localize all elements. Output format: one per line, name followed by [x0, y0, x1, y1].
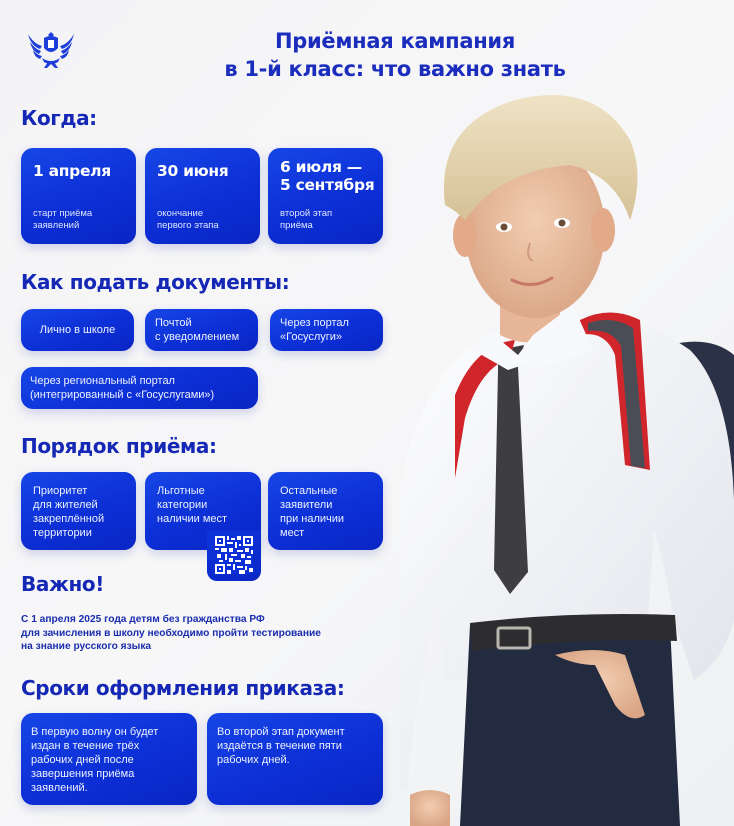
option-label: Лично в школе	[39, 324, 116, 336]
date-value	[33, 162, 130, 180]
submit-option-in-person	[21, 309, 134, 351]
line: рабочих дней.	[217, 754, 290, 766]
option-line-1: Через портал	[280, 317, 349, 329]
date-line-1: 1 апреля	[33, 162, 111, 180]
line: рабочих дней после	[31, 754, 134, 766]
date-card-start	[21, 148, 136, 244]
notice-line-3: на знание русского языка	[21, 641, 152, 652]
line: заявлений.	[31, 782, 88, 794]
important-notice	[21, 613, 401, 654]
line: мест	[280, 527, 305, 539]
caption-line-1: окончание	[157, 208, 204, 219]
date-line-2: 5 сентября	[280, 176, 375, 194]
term-text	[217, 725, 373, 767]
order-item-text	[157, 484, 255, 526]
when-heading: Когда:	[21, 106, 97, 130]
date-line-1: 6 июля —	[280, 158, 362, 176]
term-card-first-wave	[21, 713, 197, 805]
caption-line-2: приёма	[280, 220, 313, 231]
line: территории	[33, 527, 92, 539]
date-card-second-stage	[268, 148, 383, 244]
title-line-1: Приёмная кампания	[274, 29, 516, 53]
line: при наличии	[280, 513, 345, 525]
option-line-2: (интегрированный с «Госуслугами»)	[30, 389, 215, 401]
terms-heading: Сроки оформления приказа:	[21, 676, 345, 700]
date-line-1: 30 июня	[157, 162, 229, 180]
submit-heading: Как подать документы:	[21, 270, 290, 294]
term-text	[31, 725, 187, 795]
ministry-emblem-icon	[24, 26, 78, 70]
caption-line-1: второй этап	[280, 208, 333, 219]
order-heading: Порядок приёма:	[21, 434, 217, 458]
submit-option-mail	[145, 309, 258, 351]
option-line-1: Почтой	[155, 317, 192, 329]
term-card-second-stage	[207, 713, 383, 805]
date-value	[280, 158, 377, 194]
option-label	[280, 316, 349, 344]
qr-code-tab[interactable]	[207, 531, 261, 581]
option-line-2: с уведомлением	[155, 331, 240, 343]
notice-line-2: для зачисления в школу необходимо пройти тестирование	[21, 627, 321, 639]
title-line-2: в 1-й класс: что важно знать	[224, 57, 566, 81]
line: категории	[157, 499, 208, 511]
line: издаётся в течение пяти	[217, 740, 342, 752]
line: для жителей	[33, 499, 98, 511]
option-label	[30, 374, 214, 402]
date-value	[157, 162, 254, 180]
line: завершения приёма	[31, 768, 135, 780]
order-item-others	[268, 472, 383, 550]
page-title	[150, 27, 640, 83]
line: заявители	[280, 499, 333, 511]
date-caption	[157, 208, 252, 232]
date-caption	[33, 208, 128, 232]
submit-option-gosuslugi	[270, 309, 383, 351]
line: закреплённой	[33, 513, 105, 525]
line: В первую волну он будет	[31, 726, 159, 738]
important-heading: Важно!	[21, 572, 104, 596]
order-item-text	[280, 484, 377, 540]
line: Приоритет	[33, 485, 88, 497]
order-item-residents	[21, 472, 136, 550]
line: издан в течение трёх	[31, 740, 140, 752]
line: наличии мест	[157, 513, 228, 525]
option-line-2: «Госуслуги»	[280, 331, 343, 343]
order-item-text	[33, 484, 130, 540]
date-caption	[280, 208, 375, 232]
notice-line-1: С 1 апреля 2025 года детям без гражданства РФ	[21, 614, 265, 625]
option-label	[155, 316, 239, 344]
line: Остальные	[280, 485, 338, 497]
option-line-1: Через региональный портал	[30, 375, 175, 387]
line: Во второй этап документ	[217, 726, 345, 738]
caption-line-2: первого этапа	[157, 220, 219, 231]
date-card-first-stage-end	[145, 148, 260, 244]
caption-line-1: старт приёма	[33, 208, 93, 219]
line: Льготные	[157, 485, 205, 497]
qr-code-icon[interactable]	[215, 536, 253, 574]
caption-line-2: заявлений	[33, 220, 80, 231]
submit-option-regional-portal	[21, 367, 258, 409]
schoolboy-photo	[400, 95, 734, 826]
